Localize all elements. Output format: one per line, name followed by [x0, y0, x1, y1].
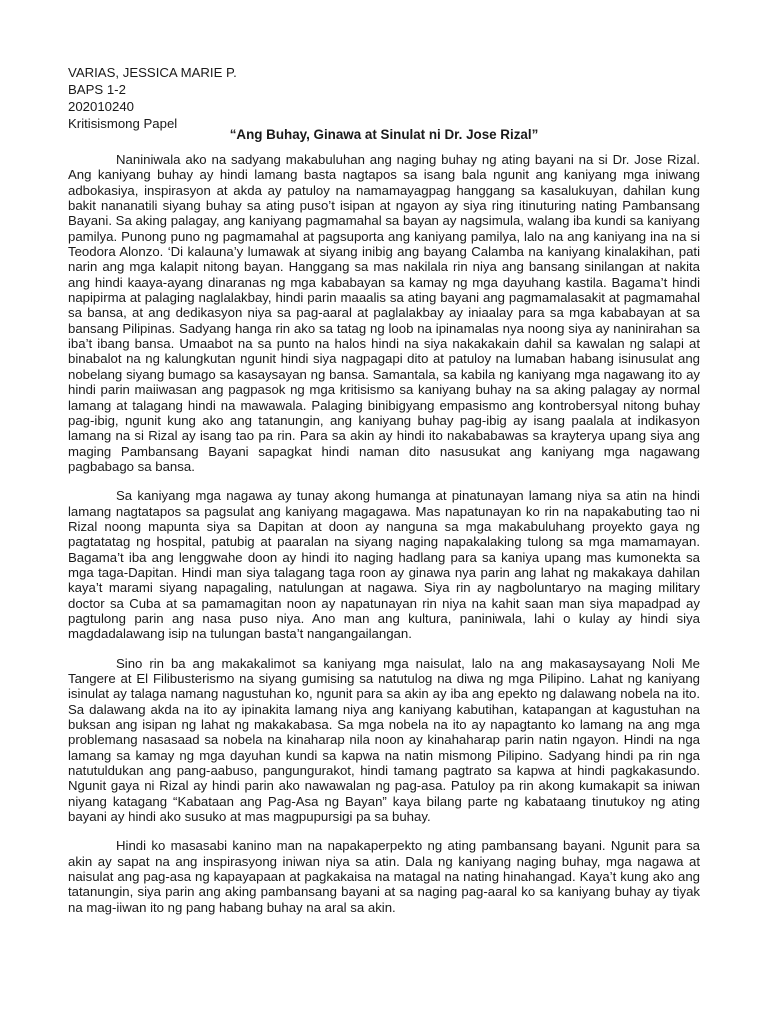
author-header: [68, 64, 237, 132]
author-section: BAPS 1-2: [68, 82, 126, 97]
paragraph-3: Sino rin ba ang makakalimot sa kaniyang mga naisulat, lalo na ang makasaysayang Noli Me Tangere at El Filibusterismo na siyang gumising sa natutulog na diwa ng mga Pilipino. Lahat ng kaniyang isinulat ay talaga namang nagustuhan ko, ngunit para sa akin ay iba ang epekto ng dalawang nobela na ito. Sa dalawang akda na ito ay ipinakita lamang niya ang kaniyang kabutihan, katapangan at kagustuhan na buksan ang isipan ng lahat ng makakabasa. Sa mga nobela na ito ay napagtanto ko lamang na ang mga problemang nasasaad sa nobela na kinaharap nila noon ay kinahaharap parin natin ngayon. Hindi na nga lamang sa kamay ng mga dayuhan kundi sa kapwa na natin mismong Pilipino. Sadyang hindi pa rin nga natutuldukan ang pang-aabuso, pangungurakot, hindi tamang pagtrato sa kapwa at hindi pagkakasundo. Ngunit gaya ni Rizal ay hindi parin ako nawawalan ng pag-asa. Patuloy pa rin akong kumakapit sa iniwan niyang katagang “Kabataan ang Pag-Asa ng Bayan” kaya bilang parte ng kabataang tinutukoy ng ating bayani ay hindi ako susuko at mas magpupursigi pa sa buhay.: [68, 655, 700, 825]
document-title: “Ang Buhay, Ginawa at Sinulat ni Dr. Jose Rizal”: [229, 127, 539, 142]
paragraph-4: Hindi ko masasabi kanino man na napakaperpekto ng ating pambansang bayani. Ngunit para sa akin ay sapat na ang inspirasyong iniwan niya sa atin. Dala ng kaniyang naging buhay, mga nagawa at naisulat ang pag-asa ng kapayapaan at pagkakaisa na matagal na nating hinahangad. Kaya’t kung ako ang tatanungin, siya parin ang aking pambansang bayani at sa naging pag-aaral ko sa kaniyang buhay ay tiyak na mag-iiwan ito ng pang habang buhay na aral sa akin.: [68, 838, 700, 915]
student-number: 202010240: [68, 99, 135, 114]
paragraph-1: Naniniwala ako na sadyang makabuluhan ang naging buhay ng ating bayani na si Dr. Jose Rizal. Ang kaniyang buhay ay hindi lamang basta nagtapos sa isang bala ngunit ang kaniyang mga iniwang adbokasiya, inspirasyon at akda ay patuloy na namamayagpag hanggang sa kasalukuyan, dahilan kung bakit nananatili siyang buhay sa ating puso’t isipan at ngayon ay siya ring itinuturing nating Pambansang Bayani. Sa aking palagay, ang kaniyang pagmamahal sa bayan ay nagsimula, walang iba kundi sa kaniyang pamilya. Punong puno ng pagmamahal at pagsuporta ang kaniyang pamilya, lalo na ang kaniyang ina na si Teodora Alonzo. ‘Di kalauna’y lumawak at siyang inibig ang bayang Calamba na kaniyang kinalakihan, pati narin ang mga kalapit nitong bayan. Hanggang sa mas nakilala rin niya ang bansang sinilangan at nakita ang hindi kaaya-ayang dinaranas ng mga kababayan sa kamay ng mga dayuhang kastila. Bagama’t hindi napipirma at palaging naglalakbay, hindi parin maaalis sa ating bayani ang pagmamalasakit at pagmamahal sa bansa, at ang dedikasyon niya sa pag-aaral at paglalakbay ay iniaalay para sa mga kababayan at sa bansang Pilipinas. Sadyang hanga rin ako sa tatag ng loob na ipinamalas nya noong siya ay naninirahan sa iba’t ibang bansa. Umaabot na sa punto na halos hindi na siya nakakakain dahil sa kawalan ng salapi at binabalot na ng kalungkutan ngunit hindi siya nagpagapi dito at patuloy na lumaban habang isinusulat ang nobelang siyang bumago sa kasaysayan ng bansa. Samantala, sa kabila ng kaniyang mga nagawang ito ay hindi parin maiiwasan ang pagpasok ng mga kritisismo sa kaniyang buhay na sa aking palagay ay normal lamang at talagang hindi na mawawala. Palaging binibigyang empasismo ang kontrobersyal nitong buhay pag-ibig, ngunit kung ako ang tatanungin, ang kaniyang buhay pag-ibig ay isang paalala at indikasyon lamang na si Rizal ay isang tao pa rin. Para sa akin ay hindi ito nakababawas sa krayterya upang siya ang maging Pambansang Bayani sapagkat hindi naman dito nasusukat ang kaniyang mga nagawang pagbabago sa bansa.: [68, 152, 700, 474]
document-body: [68, 152, 700, 929]
author-name: VARIAS, JESSICA MARIE P.: [68, 65, 237, 80]
paper-type: Kritisismong Papel: [68, 116, 178, 131]
paragraph-2: Sa kaniyang mga nagawa ay tunay akong humanga at pinatunayan lamang niya sa atin na hindi lamang nagtatapos sa pagsulat ang kaniyang magagawa. Mas napatunayan ko rin na napakabuting tao ni Rizal noong mapunta siya sa Dapitan at doon ay nanguna sa mga makabuluhang proyekto gaya ng pagtatatag ng hospital, patubig at paaralan na siyang naging napakalaking tulong sa mga mamamayan. Bagama’t iba ang lenggwahe doon ay hindi ito naging hadlang para sa kaniya upang mas kumonekta sa mga taga-Dapitan. Hindi man siya talagang taga roon ay ginawa nya parin ang lahat ng makakaya dahilan kaya’t marami siyang napagaling, natulungan at nagawa. Siya rin ay nagboluntaryo na maging military doctor sa Cuba at sa pamamagitan noon ay napatunayan rin niya na kahit saan man siya mapadpad ay pagtulong parin ang nasa puso niya. Ano man ang kultura, paniniwala, lahi o kulay ay hindi siya magdadalawang isip na tulungan basta’t nangangailangan.: [68, 488, 700, 642]
